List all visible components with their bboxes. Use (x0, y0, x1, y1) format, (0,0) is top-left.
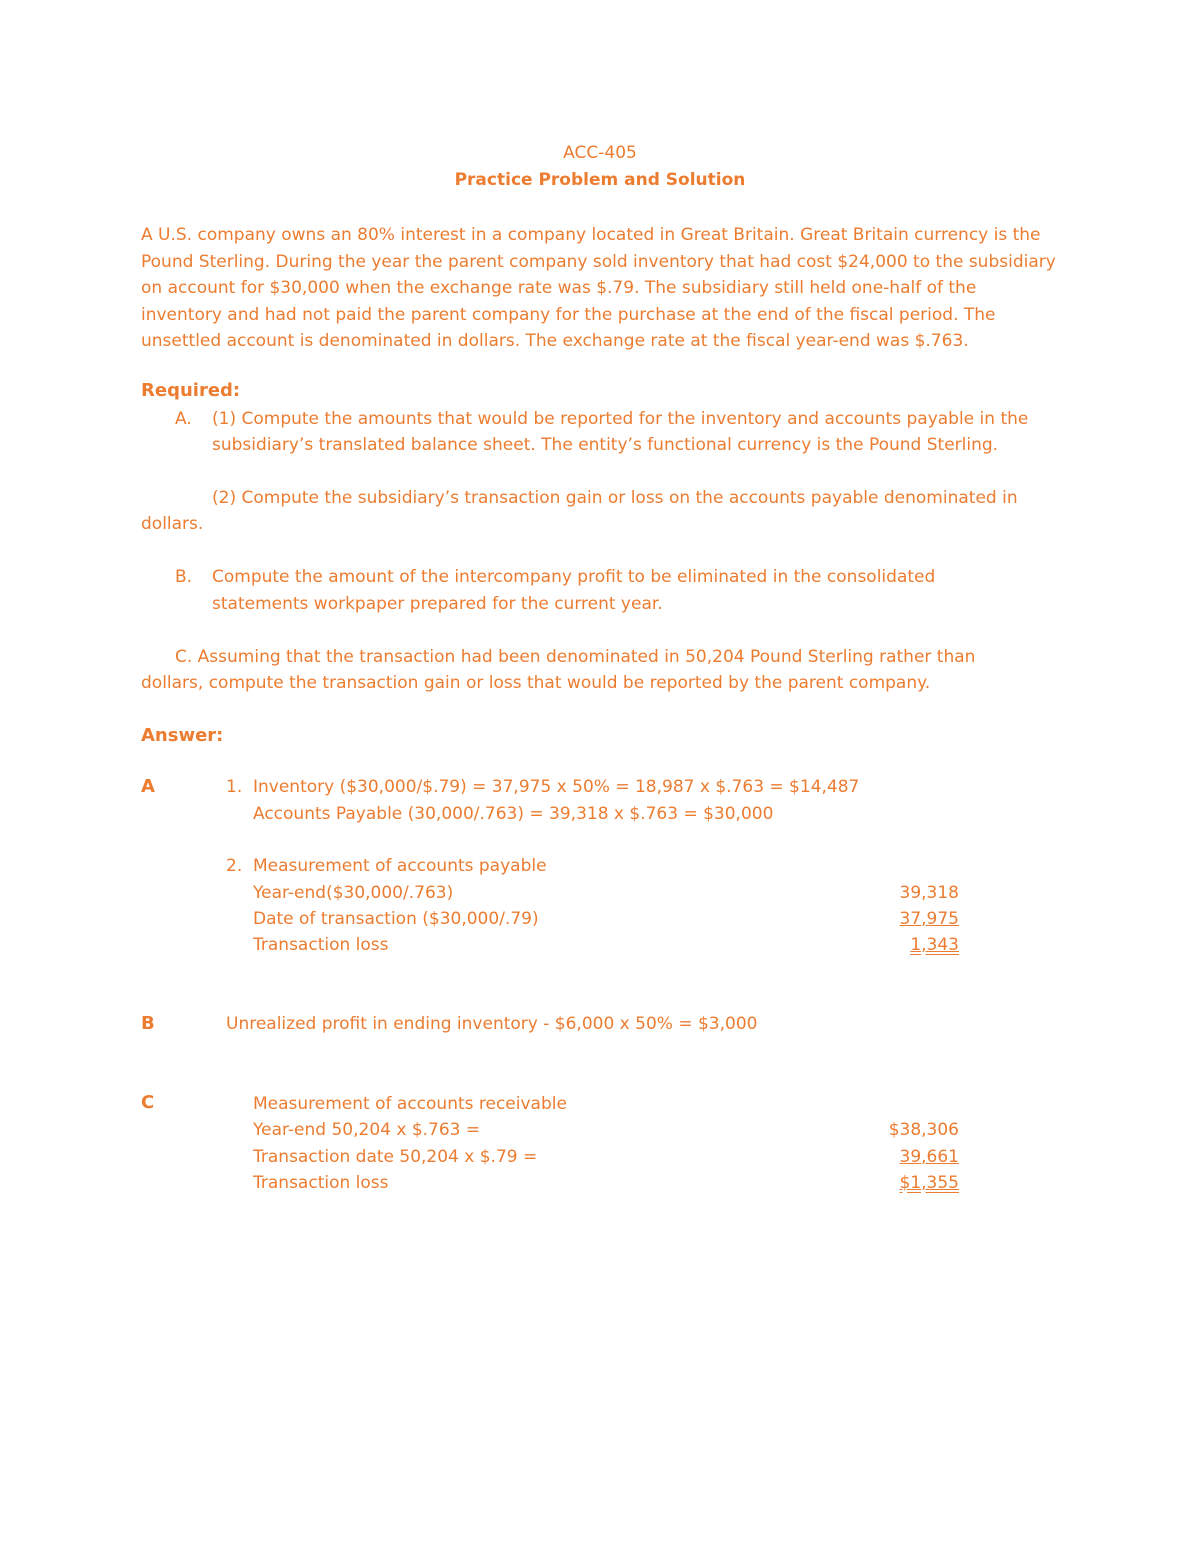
ar-row-label: Year-end 50,204 x $.763 = (253, 1120, 481, 1140)
answer-a-item1-number: 1. (226, 777, 243, 797)
answer-heading: Answer: (141, 725, 224, 746)
answer-c-title: Measurement of accounts receivable (253, 1094, 567, 1114)
required-heading: Required: (141, 380, 241, 401)
page-title: Practice Problem and Solution (454, 170, 746, 190)
required-a1-line1: (1) Compute the amounts that would be reported for the inventory and accounts payable in the (212, 409, 1029, 429)
ar-row-label: Transaction date 50,204 x $.79 = (253, 1147, 538, 1167)
ap-row-total: 1,343 (910, 935, 959, 955)
answer-b-letter: B (141, 1013, 155, 1034)
answer-c-letter: C (141, 1092, 155, 1113)
required-a-marker: A. (175, 409, 192, 429)
answer-a-inventory-line: Inventory ($30,000/$.79) = 37,975 x 50% = 18,987 x $.763 = $14,487 (253, 777, 860, 797)
required-b-marker: B. (175, 567, 193, 587)
answer-a-payable-line: Accounts Payable (30,000/.763) = 39,318 x $.763 = $30,000 (253, 804, 774, 824)
answer-a-item2-number: 2. (226, 856, 243, 876)
answer-a-letter: A (141, 776, 155, 797)
answer-b-text: Unrealized profit in ending inventory - $6,000 x 50% = $3,000 (226, 1014, 758, 1034)
ar-row-label: Transaction loss (253, 1173, 389, 1193)
ap-row-label: Year-end($30,000/.763) (253, 883, 454, 903)
required-c-line1: C. Assuming that the transaction had been denominated in 50,204 Pound Sterling rather than (175, 647, 976, 667)
answer-a-item2-title: Measurement of accounts payable (253, 856, 547, 876)
ar-row-total: $1,355 (899, 1173, 959, 1193)
problem-intro: A U.S. company owns an 80% interest in a company located in Great Britain. Great Britain currency is the Pound Sterling. During the year the parent company sold inventory that had cost $24,000 to the subsidiary on account for $30,000 when the exchange rate was $.79. The subsidiary still held one-half of the inventory and had not paid the parent company for the purchase at the end of the fiscal period. The unsettled account is denominated in dollars. The exchange rate at the fiscal year-end was $.763. (141, 225, 1056, 351)
required-a2-line2: dollars. (141, 514, 204, 534)
ap-row-label: Date of transaction ($30,000/.79) (253, 909, 539, 929)
ar-row-value: 39,661 (899, 1147, 959, 1167)
required-a1-line2: subsidiary’s translated balance sheet. The entity’s functional currency is the Pound Sterling. (212, 435, 999, 455)
required-b-line2: statements workpaper prepared for the current year. (212, 594, 663, 614)
required-b-line1: Compute the amount of the intercompany profit to be eliminated in the consolidated (212, 567, 936, 587)
ap-row-value: 37,975 (899, 909, 959, 929)
required-a2-line1: (2) Compute the subsidiary’s transaction gain or loss on the accounts payable denominated in (212, 488, 1018, 508)
required-c-line2: dollars, compute the transaction gain or loss that would be reported by the parent company. (141, 673, 931, 693)
ar-row-value: $38,306 (888, 1120, 959, 1140)
ap-row-label: Transaction loss (253, 935, 389, 955)
course-code: ACC-405 (563, 143, 637, 163)
ap-row-value: 39,318 (899, 883, 959, 903)
